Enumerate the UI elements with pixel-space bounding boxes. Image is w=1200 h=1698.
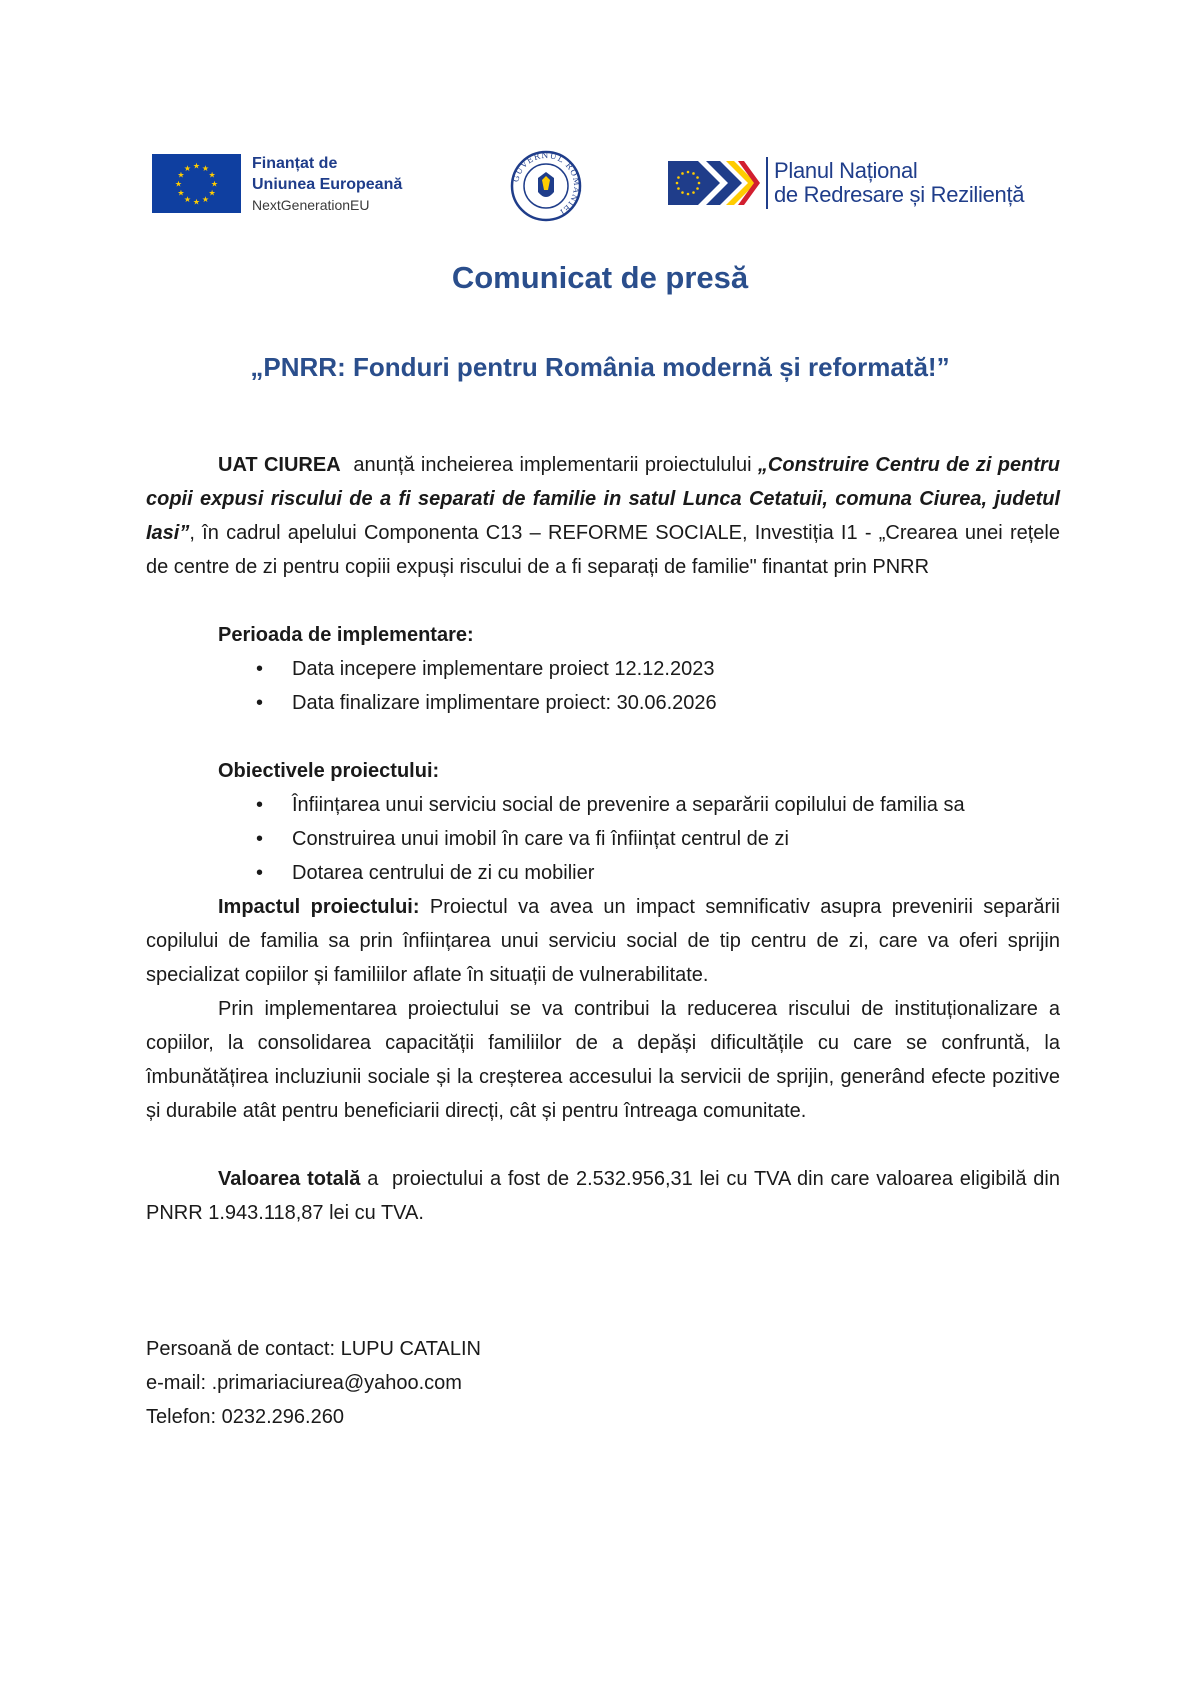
pnrr-star-icon — [677, 187, 680, 190]
eu-star-icon: ★ — [192, 161, 201, 171]
document-body — [146, 448, 1066, 1434]
pnrr-star-icon — [692, 172, 695, 175]
pnrr-star-icon — [696, 187, 699, 190]
pnrr-star-icon — [681, 172, 684, 175]
pnrr-arrows-icon — [668, 157, 760, 209]
eu-logo-line2: Uniunea Europeană — [252, 175, 403, 193]
intro-lead: UAT CIUREA — [218, 454, 341, 476]
eu-funding-logo — [152, 154, 402, 214]
intro-lead-text: anunță incheierea implementarii proiectulului — [340, 454, 758, 476]
eu-star-icon: ★ — [201, 164, 210, 174]
bullet-icon: • — [256, 828, 264, 850]
impact-paragraph — [146, 890, 1060, 992]
government-seal-icon — [510, 150, 582, 222]
implementation-paragraph: Prin implementarea proiectului se va contribui la reducerea riscului de instituționalizare a copiilor, la consolidarea capacității familiilor de a depăși dificultățile cu care se confruntă, la îmbunătățirea incluziunii sociale și la creșterea accesului la servicii de sprijin, generând efecte pozitive și durabile atât pentru beneficiarii direcți, cât și pentru întreaga comunitate. — [146, 998, 1060, 1122]
page-title: Comunicat de presă — [451, 260, 749, 295]
eu-star-icon: ★ — [177, 170, 185, 180]
bullet-icon: • — [256, 862, 264, 884]
eu-star-icon: ★ — [183, 164, 192, 174]
pnrr-star-icon — [681, 191, 684, 194]
pnrr-star-icon — [677, 176, 680, 179]
intro-rest: , în cadrul apelului Componenta C13 – REFORME SOCIALE, Investiția I1 - „Crearea unei rețele de centre de zi pentru copiii expuși riscului de a fi separați de familie" finantat prin PNRR — [146, 522, 1060, 578]
eu-star-icon: ★ — [174, 179, 183, 189]
eu-star-icon: ★ — [210, 179, 219, 189]
pnrr-star-icon — [687, 171, 690, 174]
list-item: • Data incepere implementare proiect 12.12.2023 — [146, 652, 1060, 686]
pnrr-logo-line1: Planul Național — [774, 157, 918, 183]
eu-star-icon: ★ — [201, 195, 210, 205]
eu-flag-icon — [152, 154, 241, 213]
pnrr-logo-line2: de Redresare și Reziliență — [774, 182, 1025, 207]
eu-logo-line1: Finanțat de — [252, 155, 338, 172]
contact-email[interactable]: e-mail: .primariaciurea@yahoo.com — [146, 1372, 462, 1394]
intro-paragraph — [146, 448, 1060, 584]
impact-label: Impactul proiectului: — [218, 896, 420, 918]
list-item: • Dotarea centrului de zi cu mobilier — [146, 856, 1060, 890]
pnrr-logo — [668, 157, 1024, 209]
pnrr-star-icon — [692, 191, 695, 194]
period-heading: Perioada de implementare: — [218, 624, 474, 646]
pnrr-star-icon — [676, 182, 679, 185]
eu-star-icon: ★ — [192, 197, 201, 207]
eu-star-icon: ★ — [208, 188, 216, 198]
contact-person: Persoană de contact: LUPU CATALIN — [146, 1338, 481, 1360]
bullet-icon: • — [256, 658, 264, 680]
contact-phone: Telefon: 0232.296.260 — [146, 1406, 344, 1428]
pnrr-star-icon — [696, 176, 699, 179]
bullet-icon: • — [256, 692, 264, 714]
list-item: • Înființarea unui serviciu social de prevenire a separării copilului de familia sa — [146, 788, 1060, 822]
eu-star-icon: ★ — [183, 195, 192, 205]
pnrr-star-icon — [687, 193, 690, 196]
value-paragraph — [146, 1162, 1066, 1230]
bullet-icon: • — [256, 794, 264, 816]
pnrr-divider — [766, 157, 768, 209]
period-list — [146, 652, 1060, 720]
list-item: • Data finalizare implimentare proiect: 30.06.2026 — [146, 686, 1060, 720]
value-label: Valoarea totală — [218, 1168, 361, 1190]
list-item: • Construirea unui imobil în care va fi înființat centrul de zi — [146, 822, 1060, 856]
pnrr-star-icon — [698, 182, 701, 185]
value-text: a proiectului a fost de 2.532.956,31 lei cu TVA din care valoarea eligibilă din PNRR 1.943.118,87 lei cu TVA. — [146, 1168, 1066, 1224]
eu-star-icon: ★ — [177, 188, 185, 198]
page-subtitle: „PNRR: Fonduri pentru România modernă și reformată!” — [250, 352, 950, 382]
impact-text: Proiectul va avea un impact semnificativ asupra prevenirii separării copilului de familia sa prin înființarea unui serviciu social de tip centru de zi, care va oferi sprijin specializat copiilor și familiilor aflate în situații de vulnerabilitate. — [146, 896, 1061, 986]
project-title: „Construire Centru de zi pentru copii expusi riscului de a fi separati de familie in satul Lunca Cetatuii, comuna Ciurea, judetul Iasi” — [146, 454, 1061, 544]
gov-seal-ring-text: GUVERNUL ROMÂNIEI — [511, 150, 582, 218]
eu-logo-line3: NextGenerationEU — [252, 196, 370, 213]
objectives-heading: Obiectivele proiectului: — [218, 760, 440, 782]
objectives-list — [146, 788, 1060, 890]
eu-star-icon: ★ — [208, 170, 216, 180]
